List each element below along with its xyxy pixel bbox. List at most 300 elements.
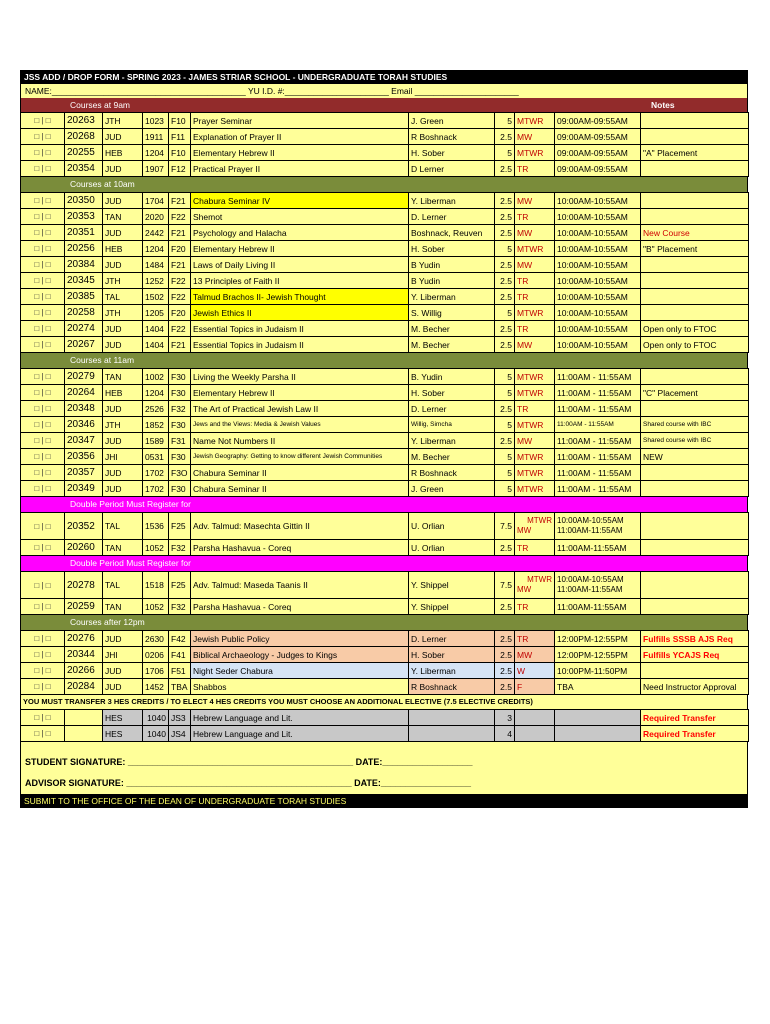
- section-cell: F31: [169, 433, 191, 449]
- days-line: MW: [517, 526, 532, 535]
- notes-cell: Open only to FTOC: [641, 337, 749, 353]
- courses-10am-table: [20, 192, 749, 353]
- instructor-cell: H. Sober: [409, 145, 495, 161]
- form-title: JSS ADD / DROP FORM - SPRING 2023 - JAMES STRIAR SCHOOL - UNDERGRADUATE TORAH STUDIES: [20, 70, 748, 84]
- section-cell: JS4: [169, 726, 191, 742]
- instructor-cell: R Boshnack: [409, 465, 495, 481]
- add-drop-checkbox[interactable]: □ | □: [21, 369, 65, 385]
- notes-cell: [641, 209, 749, 225]
- advisor-signature-line[interactable]: ADVISOR SIGNATURE: _____________________________________________ DATE:__________________: [20, 772, 748, 794]
- submit-instruction: SUBMIT TO THE OFFICE OF THE DEAN OF UNDERGRADUATE TORAH STUDIES: [20, 794, 748, 808]
- instructor-cell: J. Green: [409, 481, 495, 497]
- subject-cell: HES: [103, 710, 143, 726]
- days-cell: [515, 513, 555, 540]
- crn-cell: 20347: [65, 433, 103, 449]
- days-cell: MTWR: [515, 465, 555, 481]
- course-title-cell: Chabura Seminar II: [191, 465, 409, 481]
- subject-cell: JUD: [103, 161, 143, 177]
- hes-row: [21, 726, 749, 742]
- time-cell: [555, 572, 641, 599]
- subject-cell: TAL: [103, 572, 143, 599]
- crn-cell: 20263: [65, 113, 103, 129]
- credits-cell: 2.5: [495, 193, 515, 209]
- section-cell: F11: [169, 129, 191, 145]
- student-signature-line[interactable]: STUDENT SIGNATURE: _____________________________________________ DATE:__________________: [20, 742, 748, 772]
- notes-cell: [641, 289, 749, 305]
- instructor-cell: D. Lerner: [409, 209, 495, 225]
- course-number-cell: 1452: [143, 679, 169, 695]
- instructor-cell: U. Orlian: [409, 513, 495, 540]
- time-cell: 12:00PM-12:55PM: [555, 647, 641, 663]
- course-number-cell: 1502: [143, 289, 169, 305]
- crn-cell: 20350: [65, 193, 103, 209]
- time-cell: [555, 513, 641, 540]
- name-id-email-line[interactable]: NAME:_________________________________________ YU I.D. #:______________________ Email ______________________: [20, 84, 748, 98]
- course-title-cell: Biblical Archaeology - Judges to Kings: [191, 647, 409, 663]
- instructor-cell: S. Willig: [409, 305, 495, 321]
- section-cell: F22: [169, 273, 191, 289]
- credits-cell: 2.5: [495, 433, 515, 449]
- notes-cell: [641, 257, 749, 273]
- course-number-cell: 0206: [143, 647, 169, 663]
- course-row: [21, 401, 749, 417]
- credits-cell: 2.5: [495, 599, 515, 615]
- course-number-cell: 1052: [143, 540, 169, 556]
- add-drop-checkbox[interactable]: □ | □: [21, 710, 65, 726]
- instructor-cell: Boshnack, Reuven: [409, 225, 495, 241]
- days-cell: MTWR: [515, 369, 555, 385]
- instructor-cell: B Yudin: [409, 257, 495, 273]
- subject-cell: JUD: [103, 401, 143, 417]
- section-label: Double Period Must Register for: [70, 499, 191, 509]
- add-drop-checkbox[interactable]: □ | □: [21, 599, 65, 615]
- credits-cell: 2.5: [495, 257, 515, 273]
- credits-cell: 2.5: [495, 663, 515, 679]
- notes-cell: [641, 465, 749, 481]
- section-cell: F21: [169, 193, 191, 209]
- notes-cell: Shared course with IBC: [641, 433, 749, 449]
- course-number-cell: 0531: [143, 449, 169, 465]
- crn-cell: 20351: [65, 225, 103, 241]
- time-line: 11:00AM-11:55AM: [557, 585, 623, 594]
- course-number-cell: 2020: [143, 209, 169, 225]
- days-cell: MW: [515, 337, 555, 353]
- instructor-cell: J. Green: [409, 113, 495, 129]
- notes-cell: Required Transfer: [641, 710, 749, 726]
- section-cell: F42: [169, 631, 191, 647]
- section-cell: F21: [169, 337, 191, 353]
- section-cell: F51: [169, 663, 191, 679]
- course-title-cell: Hebrew Language and Lit.: [191, 726, 409, 742]
- add-drop-checkbox[interactable]: □ | □: [21, 481, 65, 497]
- credits-cell: 5: [495, 369, 515, 385]
- section-cell: F10: [169, 113, 191, 129]
- crn-cell: 20259: [65, 599, 103, 615]
- add-drop-checkbox[interactable]: □ | □: [21, 257, 65, 273]
- subject-cell: JUD: [103, 193, 143, 209]
- days-cell: MW: [515, 193, 555, 209]
- credits-cell: 2.5: [495, 273, 515, 289]
- subject-cell: JTH: [103, 113, 143, 129]
- crn-cell: 20260: [65, 540, 103, 556]
- subject-cell: JUD: [103, 225, 143, 241]
- notes-cell: Open only to FTOC: [641, 321, 749, 337]
- notes-cell: [641, 481, 749, 497]
- subject-cell: JUD: [103, 257, 143, 273]
- days-cell: MW: [515, 647, 555, 663]
- days-cell: TR: [515, 631, 555, 647]
- add-drop-checkbox[interactable]: □ | □: [21, 647, 65, 663]
- days-cell: MW: [515, 257, 555, 273]
- instructor-cell: Willig, Simcha: [409, 417, 495, 433]
- course-number-cell: 1484: [143, 257, 169, 273]
- days-cell: MTWR: [515, 113, 555, 129]
- course-title-cell: Prayer Seminar: [191, 113, 409, 129]
- hes-row: [21, 710, 749, 726]
- course-title-cell: Chabura Seminar II: [191, 481, 409, 497]
- subject-cell: HEB: [103, 385, 143, 401]
- add-drop-checkbox[interactable]: □ | □: [21, 401, 65, 417]
- subject-cell: TAN: [103, 369, 143, 385]
- time-line: 10:00AM-10:55AM: [557, 575, 624, 584]
- crn-cell: 20352: [65, 513, 103, 540]
- crn-cell: 20267: [65, 337, 103, 353]
- time-cell: TBA: [555, 679, 641, 695]
- credits-cell: 2.5: [495, 631, 515, 647]
- credits-cell: 5: [495, 465, 515, 481]
- add-drop-checkbox[interactable]: □ | □: [21, 305, 65, 321]
- course-row: [21, 572, 749, 599]
- instructor-cell: Y. Liberman: [409, 433, 495, 449]
- notes-header: Notes: [651, 100, 675, 110]
- notes-cell: Fulfills SSSB AJS Req: [641, 631, 749, 647]
- subject-cell: TAN: [103, 209, 143, 225]
- course-title-cell: Essential Topics in Judaism II: [191, 337, 409, 353]
- course-title-cell: Jews and the Views: Media & Jewish Values: [191, 417, 409, 433]
- add-drop-checkbox[interactable]: □ | □: [21, 337, 65, 353]
- time-cell: 11:00AM - 11:55AM: [555, 449, 641, 465]
- credits-cell: 5: [495, 241, 515, 257]
- courses-9am-table: [20, 112, 749, 177]
- add-drop-checkbox[interactable]: □ | □: [21, 129, 65, 145]
- course-number-cell: 1907: [143, 161, 169, 177]
- crn-cell: 20274: [65, 321, 103, 337]
- section-label: Courses at 9am: [70, 100, 130, 110]
- add-drop-checkbox[interactable]: □ | □: [21, 679, 65, 695]
- crn-cell: 20276: [65, 631, 103, 647]
- course-row: [21, 465, 749, 481]
- subject-cell: JUD: [103, 465, 143, 481]
- course-number-cell: 1205: [143, 305, 169, 321]
- add-drop-checkbox[interactable]: □ | □: [21, 663, 65, 679]
- notes-cell: New Course: [641, 225, 749, 241]
- course-row: [21, 209, 749, 225]
- course-row: [21, 337, 749, 353]
- days-line: MTWR: [527, 516, 552, 525]
- add-drop-checkbox[interactable]: □ | □: [21, 631, 65, 647]
- instructor-cell: Y. Liberman: [409, 193, 495, 209]
- add-drop-checkbox[interactable]: □ | □: [21, 572, 65, 599]
- subject-cell: JUD: [103, 663, 143, 679]
- subject-cell: TAL: [103, 289, 143, 305]
- days-cell: [515, 726, 555, 742]
- course-row: [21, 113, 749, 129]
- credits-cell: 2.5: [495, 679, 515, 695]
- course-number-cell: 1023: [143, 113, 169, 129]
- credits-cell: 2.5: [495, 209, 515, 225]
- crn-cell: 20349: [65, 481, 103, 497]
- notes-cell: [641, 401, 749, 417]
- add-drop-checkbox[interactable]: □ | □: [21, 433, 65, 449]
- time-cell: 11:00AM - 11:55AM: [555, 433, 641, 449]
- add-drop-checkbox[interactable]: □ | □: [21, 726, 65, 742]
- course-row: [21, 385, 749, 401]
- notes-cell: [641, 305, 749, 321]
- course-row: [21, 161, 749, 177]
- subject-cell: JUD: [103, 631, 143, 647]
- instructor-cell: B Yudin: [409, 273, 495, 289]
- add-drop-checkbox[interactable]: □ | □: [21, 289, 65, 305]
- days-cell: W: [515, 663, 555, 679]
- instructor-cell: R Boshnack: [409, 129, 495, 145]
- courses-12pm-table: [20, 630, 749, 695]
- course-title-cell: Adv. Talmud: Maseda Taanis II: [191, 572, 409, 599]
- credits-cell: 2.5: [495, 401, 515, 417]
- subject-cell: JUD: [103, 679, 143, 695]
- credits-cell: 5: [495, 481, 515, 497]
- course-row: [21, 257, 749, 273]
- course-row: [21, 289, 749, 305]
- notes-cell: NEW: [641, 449, 749, 465]
- section-label: Courses at 11am: [70, 355, 135, 365]
- crn-cell: 20345: [65, 273, 103, 289]
- days-cell: MW: [515, 433, 555, 449]
- course-number-cell: 1911: [143, 129, 169, 145]
- section-cell: F41: [169, 647, 191, 663]
- crn-cell: 20384: [65, 257, 103, 273]
- crn-cell: [65, 726, 103, 742]
- instructor-cell: H. Sober: [409, 647, 495, 663]
- crn-cell: 20348: [65, 401, 103, 417]
- subject-cell: HEB: [103, 145, 143, 161]
- hes-table: [20, 709, 749, 742]
- course-row: [21, 241, 749, 257]
- section-cell: F3O: [169, 465, 191, 481]
- hes-transfer-notice: YOU MUST TRANSFER 3 HES CREDITS / TO ELECT 4 HES CREDITS YOU MUST CHOOSE AN ADDITIONAL ELECTIVE (7.5 ELECTIVE CREDITS): [20, 695, 748, 709]
- course-row: [21, 273, 749, 289]
- time-cell: 10:00AM-10:55AM: [555, 193, 641, 209]
- time-cell: 09:00AM-09:55AM: [555, 129, 641, 145]
- add-drop-checkbox[interactable]: □ | □: [21, 417, 65, 433]
- section-cell: F20: [169, 241, 191, 257]
- double-period-1-table: [20, 512, 749, 556]
- add-drop-checkbox[interactable]: □ | □: [21, 209, 65, 225]
- time-cell: 11:00AM - 11:55AM: [555, 369, 641, 385]
- instructor-cell: D. Lerner: [409, 401, 495, 417]
- course-title-cell: Adv. Talmud: Masechta Gittin II: [191, 513, 409, 540]
- section-header-double-1: [20, 497, 748, 512]
- subject-cell: JUD: [103, 129, 143, 145]
- days-cell: MTWR: [515, 305, 555, 321]
- course-number-cell: 1204: [143, 241, 169, 257]
- course-title-cell: Talmud Brachos II- Jewish Thought: [191, 289, 409, 305]
- section-cell: F22: [169, 289, 191, 305]
- time-cell: 11:00AM-11:55AM: [555, 599, 641, 615]
- credits-cell: 5: [495, 449, 515, 465]
- time-cell: 09:00AM-09:55AM: [555, 145, 641, 161]
- subject-cell: JTH: [103, 273, 143, 289]
- course-number-cell: 1404: [143, 321, 169, 337]
- add-drop-checkbox[interactable]: □ | □: [21, 465, 65, 481]
- course-number-cell: 1404: [143, 337, 169, 353]
- time-cell: 11:00AM - 11:55AM: [555, 385, 641, 401]
- time-cell: 09:00AM-09:55AM: [555, 161, 641, 177]
- add-drop-checkbox[interactable]: □ | □: [21, 385, 65, 401]
- days-cell: [515, 572, 555, 599]
- days-cell: TR: [515, 321, 555, 337]
- course-row: [21, 433, 749, 449]
- subject-cell: TAN: [103, 599, 143, 615]
- add-drop-checkbox[interactable]: □ | □: [21, 321, 65, 337]
- course-row: [21, 631, 749, 647]
- add-drop-checkbox[interactable]: □ | □: [21, 113, 65, 129]
- days-cell: TR: [515, 273, 555, 289]
- instructor-cell: D. Lerner: [409, 631, 495, 647]
- subject-cell: JUD: [103, 433, 143, 449]
- add-drop-checkbox[interactable]: □ | □: [21, 161, 65, 177]
- instructor-cell: Y. Shippel: [409, 599, 495, 615]
- course-number-cell: 1589: [143, 433, 169, 449]
- add-drop-checkbox[interactable]: □ | □: [21, 273, 65, 289]
- instructor-cell: M. Becher: [409, 337, 495, 353]
- course-number-cell: 1518: [143, 572, 169, 599]
- time-cell: 10:00AM-10:55AM: [555, 273, 641, 289]
- course-title-cell: Elementary Hebrew II: [191, 145, 409, 161]
- credits-cell: 2.5: [495, 225, 515, 241]
- course-row: [21, 369, 749, 385]
- course-row: [21, 321, 749, 337]
- notes-cell: [641, 113, 749, 129]
- double-period-2-table: [20, 571, 749, 615]
- time-cell: 11:00AM - 11:55AM: [555, 401, 641, 417]
- course-title-cell: Psychology and Halacha: [191, 225, 409, 241]
- time-cell: 12:00PM-12:55PM: [555, 631, 641, 647]
- crn-cell: 20284: [65, 679, 103, 695]
- course-title-cell: Laws of Daily Living II: [191, 257, 409, 273]
- crn-cell: 20385: [65, 289, 103, 305]
- course-row: [21, 647, 749, 663]
- subject-cell: JHI: [103, 449, 143, 465]
- crn-cell: 20344: [65, 647, 103, 663]
- section-cell: F21: [169, 257, 191, 273]
- days-cell: [515, 710, 555, 726]
- time-cell: 10:00PM-11:50PM: [555, 663, 641, 679]
- notes-cell: [641, 663, 749, 679]
- instructor-cell: B. Yudin: [409, 369, 495, 385]
- credits-cell: 3: [495, 710, 515, 726]
- course-row: [21, 417, 749, 433]
- subject-cell: TAL: [103, 513, 143, 540]
- course-number-cell: 1052: [143, 599, 169, 615]
- section-cell: F30: [169, 481, 191, 497]
- course-number-cell: 2630: [143, 631, 169, 647]
- instructor-cell: M. Becher: [409, 449, 495, 465]
- instructor-cell: [409, 726, 495, 742]
- add-drop-checkbox[interactable]: □ | □: [21, 513, 65, 540]
- notes-cell: [641, 273, 749, 289]
- time-cell: 11:00AM - 11:55AM: [555, 417, 641, 433]
- course-title-cell: Jewish Geography: Getting to know different Jewish Communities: [191, 449, 409, 465]
- subject-cell: JTH: [103, 305, 143, 321]
- course-title-cell: The Art of Practical Jewish Law II: [191, 401, 409, 417]
- course-title-cell: Elementary Hebrew II: [191, 385, 409, 401]
- days-cell: F: [515, 679, 555, 695]
- notes-cell: [641, 193, 749, 209]
- instructor-cell: D Lerner: [409, 161, 495, 177]
- add-drop-checkbox[interactable]: □ | □: [21, 145, 65, 161]
- course-number-cell: 1002: [143, 369, 169, 385]
- course-number-cell: 1536: [143, 513, 169, 540]
- credits-cell: 5: [495, 385, 515, 401]
- time-cell: 10:00AM-10:55AM: [555, 209, 641, 225]
- crn-cell: 20255: [65, 145, 103, 161]
- section-cell: F30: [169, 449, 191, 465]
- days-cell: MTWR: [515, 145, 555, 161]
- add-drop-checkbox[interactable]: □ | □: [21, 225, 65, 241]
- course-title-cell: Parsha Hashavua - Coreq: [191, 540, 409, 556]
- course-title-cell: Shemot: [191, 209, 409, 225]
- days-cell: MTWR: [515, 481, 555, 497]
- course-title-cell: Essential Topics in Judaism II: [191, 321, 409, 337]
- days-line: MTWR: [527, 575, 552, 584]
- course-number-cell: 1040: [143, 710, 169, 726]
- section-label: Courses at 10am: [70, 179, 135, 189]
- course-row: [21, 129, 749, 145]
- crn-cell: 20354: [65, 161, 103, 177]
- add-drop-checkbox[interactable]: □ | □: [21, 540, 65, 556]
- days-cell: MW: [515, 225, 555, 241]
- notes-cell: "A" Placement: [641, 145, 749, 161]
- course-title-cell: Explanation of Prayer II: [191, 129, 409, 145]
- add-drop-checkbox[interactable]: □ | □: [21, 193, 65, 209]
- subject-cell: TAN: [103, 540, 143, 556]
- notes-cell: [641, 369, 749, 385]
- course-row: [21, 599, 749, 615]
- notes-cell: [641, 572, 749, 599]
- days-cell: TR: [515, 289, 555, 305]
- section-label: Double Period Must Register for: [70, 558, 191, 568]
- crn-cell: 20256: [65, 241, 103, 257]
- notes-cell: Need Instructor Approval: [641, 679, 749, 695]
- crn-cell: 20356: [65, 449, 103, 465]
- section-cell: F25: [169, 572, 191, 599]
- section-cell: F22: [169, 321, 191, 337]
- course-title-cell: 13 Principles of Faith II: [191, 273, 409, 289]
- crn-cell: 20357: [65, 465, 103, 481]
- time-cell: 09:00AM-09:55AM: [555, 113, 641, 129]
- subject-cell: JUD: [103, 321, 143, 337]
- section-cell: F12: [169, 161, 191, 177]
- add-drop-checkbox[interactable]: □ | □: [21, 449, 65, 465]
- course-number-cell: 1702: [143, 465, 169, 481]
- days-cell: TR: [515, 161, 555, 177]
- course-title-cell: Jewish Ethics II: [191, 305, 409, 321]
- add-drop-checkbox[interactable]: □ | □: [21, 241, 65, 257]
- credits-cell: 2.5: [495, 337, 515, 353]
- course-row: [21, 449, 749, 465]
- course-row: [21, 481, 749, 497]
- add-drop-form: [20, 70, 748, 808]
